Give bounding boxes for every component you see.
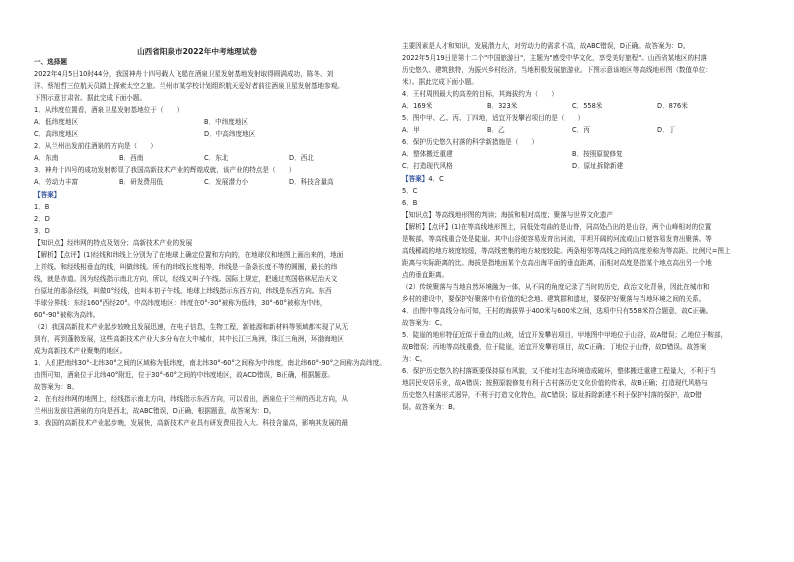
option-a: A．169米 [402,102,433,111]
analysis-line: 兰州出发前往酒泉的方向是西北，故ABC错误，D正确，根据题意，故答案为：D。 [34,407,276,416]
analysis-line: （2）传统聚落与当地自然环境融为一体，从不同的角度记录了当时的历史，政治文化背景，因此在城市和 [402,282,710,291]
question-6: 6．保护历史悠久村落的科学新措施是（ ） [402,138,539,147]
option-b: B．323米 [487,102,518,111]
section-heading: 一、选择题 [34,58,67,66]
analysis-line: 高线稀疏的地方坡度较缓，等高线密集的地方坡度较陡。两条相邻等高线之间的高度差称为等高距。比例尺=图上 [402,246,731,255]
intro-line: 洋、蔡旭哲三位航天员踏上探索太空之旅。兰州市某学校计划组织航天爱好者前往酒泉卫星发射基地参观。 [34,82,344,91]
analysis-line: 距离与实际距离的比。海拔是指地面某个点高出海平面的垂直距离，而相对高度是指某个地点高出另一个地 [402,258,712,267]
question-4: 4．王村周围最大的高差的目标，其海拔约为（ ） [402,90,558,99]
option-a: A．东南 [34,154,59,163]
answer-tag: 【答案】 [34,190,61,199]
question-5-options [402,124,760,136]
option-c: C．打造现代风格 [402,162,453,171]
option-d: D．科技含量高 [289,178,334,187]
option-b: B．乙 [487,126,505,135]
question-6-options [402,148,760,160]
option-a: A．甲 [402,126,420,135]
option-c: C．558米 [572,102,603,111]
analysis-line: 上并线。和经线相垂直的线，叫做纬线。所有的纬线长度相等，纬线是一条条长度不等的圆圈，最长的纬 [34,262,338,271]
option-c: C．高纬度地区 [34,130,79,139]
option-a: A．低纬度地区 [34,118,79,127]
analysis-line: 到有，再到蓬勃发展，这些高新技术产业大多分布在大中城市，其中长江三角洲，珠江三角洲，环渤海地区 [34,335,344,344]
intro-line: 下图示意甘肃省。据此完成下面小题。 [34,94,147,103]
analysis-line: 故答案为：C。 [402,319,447,328]
question-6-options [402,160,760,172]
answer-5: 5．C [402,186,418,195]
analysis-line: 6．保护历史悠久的村落既要保持原有风貌，又不能对生态环境造成破坏，整体搬迁重建工程量大，不利于当 [402,367,717,376]
analysis-line: 由图可知，酒泉位于北纬40°附近，位于30°-60°之间的中纬度地区，故ACD错误，B正确，根据题意。 [34,371,335,380]
answer-tag: 【答案】 [402,174,429,183]
option-b: B．按照原貌修复 [572,150,623,159]
analysis-line: 点的垂直距离。 [402,270,449,279]
analysis-line: 历史悠久村落形式迥异，不利于打造文化特色，故C错误；原址拆除新建不利于保护村落的保护，故D错 [402,391,702,400]
analysis-line: 是鞍部，等高线重合处是陡崖。其中山谷便容易发育出河流，平坦开阔的河流或山口便容易发育出聚落。等 [402,234,712,243]
analysis-line: 【解析】【点评】(1)在等高线地形图上，同低处弯曲的是山脊，同高处凸出的是山谷，两个山峰相对的位置 [402,222,712,231]
left-column [34,56,392,429]
answer-3: 3．D [34,226,50,235]
question-1: 1．从纬度位置看，酒泉卫星发射基地位于（ ） [34,106,184,115]
analysis-line: 3．我国的高新技术产业起步晚，发展快，高新技术产业具有研发费用投入大、科技含量高，影响其发展的最 [34,419,349,428]
question-3-options [34,176,392,188]
option-d: D．中高纬度地区 [204,130,256,139]
option-c: C．发展潜力小 [204,178,249,187]
question-2: 2．从兰州出发前往酒泉的方向是（ ） [34,142,157,151]
analysis-line: 故答案为：B。 [34,383,79,392]
knowledge-point: 【知识点】经纬网的特点及划分；高新技术产业的发展 [34,238,193,247]
analysis-line: 地居民安居乐业，故A错误；按照原貌修复有利于古村落历史文化价值的传承，故B正确；打造现代风格与 [402,379,708,388]
option-d: D．876米 [657,102,688,111]
option-b: B．中纬度地区 [204,118,249,127]
page-title: 山西省阳泉市2022年中考地理试卷 [137,47,257,56]
analysis-line: 成为高新技术产业聚集的地区。 [34,347,127,356]
analysis-line: 1．人们把南纬30°-北纬30°之间的区域称为低纬度，南北纬30°-60°之间称为中纬度，南北纬60°-90°之间称为高纬度。 [34,359,386,368]
option-b: B．西南 [119,154,144,163]
analysis-line: 5．陡崖的地形特征近似于垂直的山坡，适宜开发攀岩项目，甲地图中甲地位于山谷，故A错误；乙地位于鞍部， [402,331,728,340]
option-a: A．劳动力丰富 [34,178,79,187]
analysis-line: 线，就是赤道。因为经线指示南北方向，所以，经线又叫子午线。国际上规定，把通过英国格林尼治天文 [34,274,338,283]
option-b: B．研发费用低 [119,178,164,187]
question-2-options [34,152,392,164]
right-column [402,40,760,413]
question-4-options [402,100,760,112]
analysis-line: 60°-90°被称为高纬。 [34,310,100,319]
analysis-line: 主要因素是人才和知识，发展潜力大，对劳动力的需求不高，故ABC错误，D正确。故答案为：D。 [402,42,690,50]
intro-line: 2022年4月5日10时44分，我国神舟十四号载人飞船在酒泉卫星发射基地发射取得圆满成功，陈冬、刘 [34,70,334,79]
question-5: 5．图中甲、乙、丙、丁四地，适宜开发攀岩项目的是（ ） [402,114,585,123]
analysis-line: 乡村的建设中，要保护好聚落中有价值的纪念地、建筑群和遗址，要保护好聚落与当地环境之间的关系。 [402,294,706,303]
answer-2: 2．D [34,214,50,223]
option-c: C．东北 [204,154,229,163]
option-d: D．西北 [289,154,314,163]
analysis-line: 4．由图中等高线分布可知，王村的海拔界于400米与600米之间，选项中只有558米符合题意，故C正确。 [402,307,713,316]
analysis-line: 2．在有经纬网的地图上，经线指示南北方向，纬线指示东西方向，可以看出，酒泉位于兰州的西北方向，从 [34,395,349,404]
intro-line: 历史悠久、建筑独特，为振兴乡村经济，当地积极发展旅游业。下图示意该地区等高线地形图（数值单位： [402,66,712,75]
knowledge-point: 【知识点】等高线地形图的判读；海拔和相对高度；聚落与世界文化遗产 [402,210,613,219]
option-c: C．丙 [572,126,590,135]
analysis-line: 台原址的那条经线，叫做0°经线，也叫本初子午线。地球上纬线指示东西方向，纬线是东西方向。东西 [34,286,332,295]
option-d: D．丁 [657,126,676,135]
answer-6: 6．B [402,198,418,207]
question-3: 3．神舟十四号的成功发射彰显了我国高新技术产业的辉煌成就，该产业的特点是（ ） [34,166,296,175]
intro-line: 米）。据此完成下面小题。 [402,78,478,87]
answer-1: 1．B [34,202,50,211]
option-a: A．整体搬迁重建 [402,150,453,159]
intro-line: 2022年5月19日是第十二个"中国旅游日"，主题为"感受中华文化，享受美好旅程"。山西省某地区的村落 [402,54,708,63]
question-1-options [34,128,392,140]
option-d: D．原址拆除新建 [572,162,624,171]
answer-4-line [402,173,760,185]
analysis-line: （2）我国高新技术产业起步较晚且发展迅速，在电子信息，生物工程，新能源和新材料等领域都实现了从无 [34,323,349,332]
analysis-line: 误。故答案为：B。 [402,403,460,412]
analysis-line: 为：C。 [402,355,427,364]
answer-4: 4．C [428,174,444,183]
analysis-line: 故B错误；丙地等高线重叠，位于陡崖，适宜开发攀岩项目，故C正确；丁地位于山脊，故D错误。故答案 [402,343,707,352]
analysis-line: 半球分界线：东经160°西经20°。中高纬度地区：纬度在0°-30°被称为低纬，30°-60°被称为中纬， [34,298,327,307]
analysis-line: 【解析】【点评】(1)经线和纬线上分别为了在地球上确定位置和方向的，在地球仪和地图上画出来的，地面 [34,250,344,259]
question-1-options [34,116,392,128]
